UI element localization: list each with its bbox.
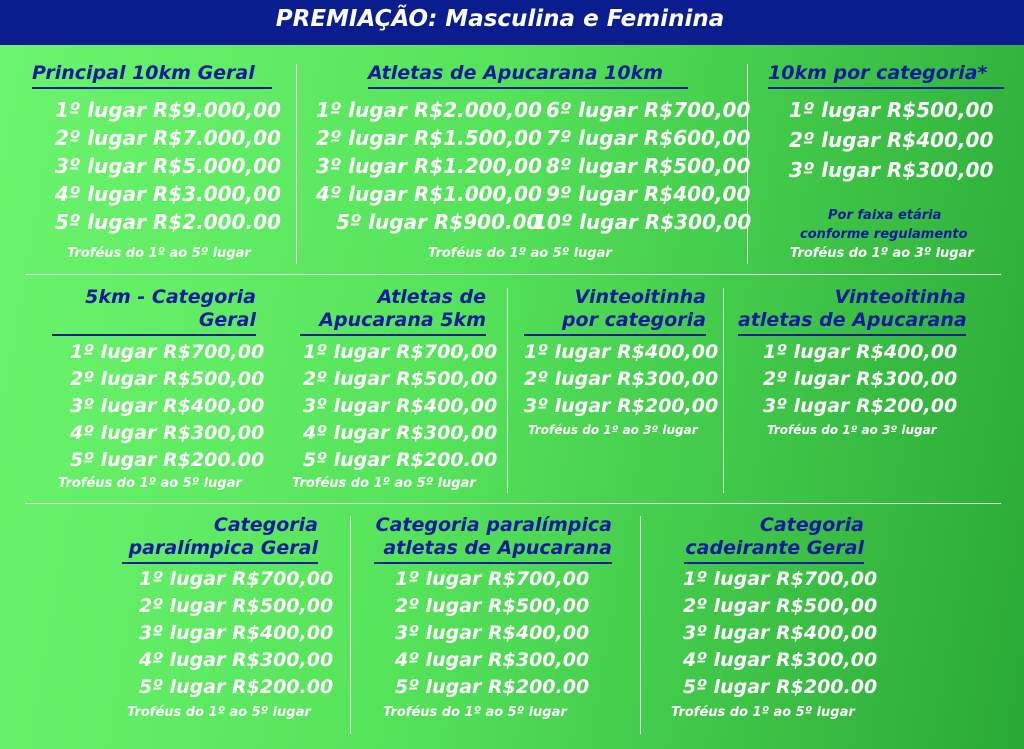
section-title-line: Vinteoitinha bbox=[574, 286, 706, 308]
prize-line: 2º lugar R$500,00 bbox=[395, 595, 590, 617]
prize-line: 4º lugar R$300,00 bbox=[395, 649, 590, 671]
prize-line: 5º lugar R$200.00 bbox=[139, 676, 334, 698]
prize-line: 2º lugar R$7.000,00 bbox=[55, 126, 281, 150]
divider bbox=[296, 64, 297, 264]
prize-line: 1º lugar R$700,00 bbox=[303, 341, 498, 363]
section-title-5km-categoria bbox=[52, 286, 256, 336]
section-title-paralimpica-geral bbox=[122, 514, 318, 564]
trophies-note: Troféus do 1º ao 3º lugar bbox=[528, 423, 698, 437]
trophies-note: Troféus do 1º ao 5º lugar bbox=[671, 705, 855, 720]
section-title-cadeirante-geral bbox=[684, 514, 864, 564]
prize-line: 3º lugar R$1.200,00 bbox=[316, 154, 542, 178]
prize-line: 4º lugar R$1.000,00 bbox=[316, 182, 542, 206]
prize-line: 1º lugar R$500,00 bbox=[789, 98, 994, 122]
section-title-line: Categoria bbox=[213, 514, 318, 536]
trophies-note: Troféus do 1º ao 5º lugar bbox=[292, 476, 476, 491]
section-title-line: paralímpica Geral bbox=[128, 537, 318, 559]
section-title-line: atletas de Apucarana bbox=[383, 537, 612, 559]
trophies-note: Troféus do 1º ao 5º lugar bbox=[67, 246, 251, 261]
prize-line: 5º lugar R$900.00 bbox=[336, 210, 541, 234]
prize-line: 4º lugar R$300,00 bbox=[139, 649, 334, 671]
prize-line: 4º lugar R$300,00 bbox=[70, 422, 265, 444]
prize-line: 3º lugar R$400,00 bbox=[683, 622, 878, 644]
prize-line: 2º lugar R$300,00 bbox=[763, 368, 958, 390]
header-banner bbox=[0, 0, 1024, 45]
section-title-vinteoitinha-categoria bbox=[524, 286, 706, 336]
prize-line: 3º lugar R$400,00 bbox=[139, 622, 334, 644]
prize-line: 5º lugar R$200.00 bbox=[70, 449, 265, 471]
section-title-10km-categoria: 10km por categoria* bbox=[768, 62, 1004, 89]
prize-line: 1º lugar R$700,00 bbox=[395, 568, 590, 590]
prize-line: 2º lugar R$1.500,00 bbox=[316, 126, 542, 150]
prize-line: 3º lugar R$400,00 bbox=[395, 622, 590, 644]
prize-line: 4º lugar R$300,00 bbox=[683, 649, 878, 671]
prize-line: 1º lugar R$700,00 bbox=[139, 568, 334, 590]
prize-line: 3º lugar R$300,00 bbox=[789, 158, 994, 182]
trophies-note: Troféus do 1º ao 5º lugar bbox=[127, 705, 311, 720]
divider bbox=[723, 288, 724, 493]
prize-line: 3º lugar R$5.000,00 bbox=[55, 154, 281, 178]
prize-line: 10º lugar R$300,00 bbox=[533, 210, 752, 234]
prize-line: 8º lugar R$500,00 bbox=[546, 154, 751, 178]
section-title-apucarana-10km: Atletas de Apucarana 10km bbox=[368, 62, 688, 89]
prize-line: 1º lugar R$700,00 bbox=[683, 568, 878, 590]
prize-line: 5º lugar R$200.00 bbox=[395, 676, 590, 698]
prize-line: 4º lugar R$3.000,00 bbox=[55, 182, 281, 206]
section-title-apucarana-5km bbox=[300, 286, 486, 336]
section-title-line: Categoria paralímpica bbox=[375, 514, 612, 536]
section-title-line: atletas de Apucarana bbox=[738, 309, 967, 331]
section-title-line: cadeirante Geral bbox=[685, 537, 864, 559]
section-title-line: Atletas de bbox=[377, 286, 486, 308]
prize-line: 3º lugar R$400,00 bbox=[303, 395, 498, 417]
divider bbox=[640, 516, 641, 734]
prize-line: 2º lugar R$500,00 bbox=[70, 368, 265, 390]
prize-line: 5º lugar R$2.000.00 bbox=[55, 210, 281, 234]
prize-line: 2º lugar R$500,00 bbox=[303, 368, 498, 390]
prize-line: 2º lugar R$500,00 bbox=[139, 595, 334, 617]
prize-line: 3º lugar R$200,00 bbox=[763, 395, 958, 417]
page-title: PREMIAÇÃO: Masculina e Feminina bbox=[275, 6, 725, 32]
section-title-line: Apucarana 5km bbox=[319, 309, 486, 331]
trophies-note: Troféus do 1º ao 5º lugar bbox=[383, 705, 567, 720]
prize-line: 5º lugar R$200.00 bbox=[303, 449, 498, 471]
prize-line: 1º lugar R$9.000,00 bbox=[55, 98, 281, 122]
trophies-note: Troféus do 1º ao 5º lugar bbox=[428, 246, 612, 261]
prize-line: 9º lugar R$400,00 bbox=[546, 182, 751, 206]
divider bbox=[25, 503, 1001, 504]
prize-line: 5º lugar R$200.00 bbox=[683, 676, 878, 698]
prize-line: 1º lugar R$400,00 bbox=[524, 341, 719, 363]
section-title-vinteoitinha-apucarana bbox=[738, 286, 966, 336]
section-title-line: Geral bbox=[198, 309, 256, 331]
age-group-note: Por faixa etária bbox=[828, 208, 942, 223]
section-title-paralimpica-apucarana bbox=[374, 514, 612, 564]
divider bbox=[507, 288, 508, 493]
prize-line: 2º lugar R$400,00 bbox=[789, 128, 994, 152]
prize-line: 7º lugar R$600,00 bbox=[546, 126, 751, 150]
prize-line: 2º lugar R$500,00 bbox=[683, 595, 878, 617]
prize-line: 1º lugar R$400,00 bbox=[763, 341, 958, 363]
prize-line: 4º lugar R$300,00 bbox=[303, 422, 498, 444]
regulation-note: conforme regulamento bbox=[800, 227, 968, 242]
prize-line: 1º lugar R$700,00 bbox=[70, 341, 265, 363]
prize-line: 3º lugar R$400,00 bbox=[70, 395, 265, 417]
trophies-note: Troféus do 1º ao 3º lugar bbox=[767, 423, 937, 437]
section-title-line: Categoria bbox=[759, 514, 864, 536]
trophies-note: Troféus do 1º ao 3º lugar bbox=[790, 246, 974, 261]
prize-line: 3º lugar R$200,00 bbox=[524, 395, 719, 417]
section-title-line: Vinteoitinha bbox=[834, 286, 966, 308]
prize-line: 1º lugar R$2.000,00 bbox=[316, 98, 542, 122]
trophies-note: Troféus do 1º ao 5º lugar bbox=[58, 476, 242, 491]
divider bbox=[25, 274, 1001, 275]
section-title-line: por categoria bbox=[561, 309, 706, 331]
prize-line: 2º lugar R$300,00 bbox=[524, 368, 719, 390]
divider bbox=[350, 516, 351, 734]
prize-line: 6º lugar R$700,00 bbox=[546, 98, 751, 122]
section-title-principal-10km: Principal 10km Geral bbox=[32, 62, 272, 89]
section-title-line: 5km - Categoria bbox=[85, 286, 256, 308]
